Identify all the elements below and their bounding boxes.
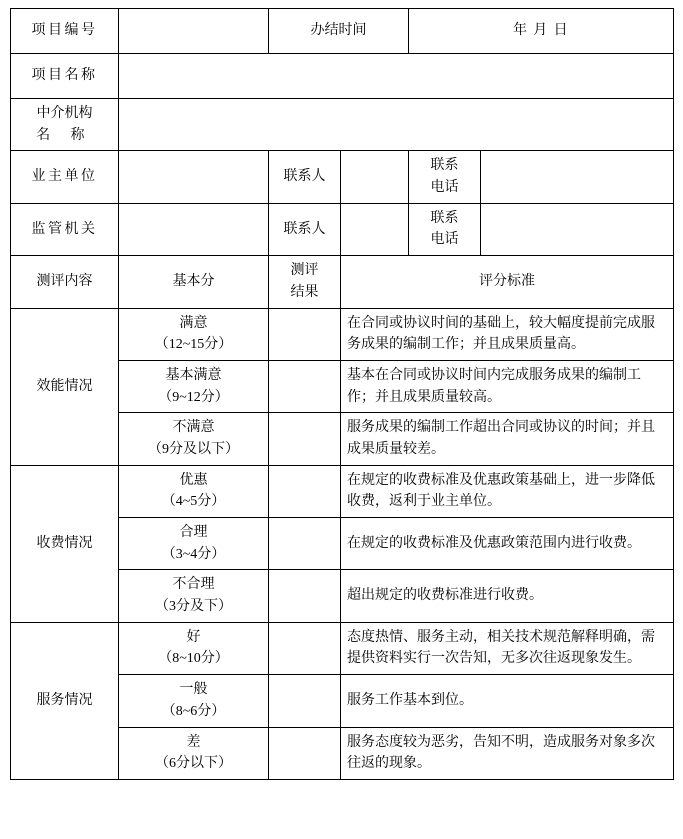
handle-time-label: 办结时间 — [269, 9, 409, 54]
supervisor-label: 监管机关 — [11, 203, 119, 255]
score-level: 优惠 — [179, 472, 208, 488]
supervisor-contact-phone-label-line2: 电话 — [430, 232, 459, 248]
criteria-text: 服务成果的编制工作超出合同或协议的时间；并且成果质量较差。 — [341, 413, 674, 465]
project-code-label: 项目编号 — [11, 9, 119, 54]
score-range: （9~12分） — [158, 389, 229, 405]
owner-unit-label: 业主单位 — [11, 151, 119, 203]
score-level-cell — [119, 675, 269, 727]
criteria-text: 在合同或协议时间的基础上，较大幅度提前完成服务成果的编制工作；并且成果质量高。 — [341, 308, 674, 360]
score-range: （12~15分） — [154, 337, 233, 353]
result-input[interactable] — [269, 360, 341, 412]
criteria-text: 在规定的收费标准及优惠政策基础上，进一步降低收费，返利于业主单位。 — [341, 465, 674, 517]
owner-contact-phone-label-line1: 联系 — [430, 158, 459, 174]
result-input[interactable] — [269, 727, 341, 779]
score-range: （4~5分） — [161, 494, 226, 510]
owner-contact-person-label: 联系人 — [269, 151, 341, 203]
score-level: 一般 — [179, 682, 208, 698]
result-input[interactable] — [269, 465, 341, 517]
table-row-scoring-header — [11, 256, 674, 308]
score-level: 满意 — [179, 315, 208, 331]
score-level-cell — [119, 570, 269, 622]
header-result-line1: 测评 — [290, 263, 319, 279]
criteria-text: 态度热情、服务主动，相关技术规范解释明确，需提供资料实行一次告知，无多次往返现象发生。 — [341, 622, 674, 674]
project-name-value[interactable] — [119, 54, 674, 99]
score-level-cell — [119, 465, 269, 517]
agency-name-label-line1: 中介机构 — [36, 106, 93, 121]
score-level-cell — [119, 360, 269, 412]
table-row-project-code — [11, 9, 674, 54]
score-level: 合理 — [179, 525, 208, 540]
owner-contact-person-value[interactable] — [341, 151, 409, 203]
score-level-cell — [119, 308, 269, 360]
score-range: （3分及下） — [155, 599, 232, 615]
owner-unit-value[interactable] — [119, 151, 269, 203]
criteria-text: 服务工作基本到位。 — [341, 675, 674, 727]
handle-time-date-value[interactable]: 年 月 日 — [409, 9, 674, 54]
score-level: 不满意 — [172, 420, 215, 436]
score-range: （6分以下） — [155, 756, 232, 772]
supervisor-contact-phone-label-line1: 联系 — [430, 210, 459, 226]
criteria-text: 基本在合同或协议时间内完成服务成果的编制工作；并且成果质量较高。 — [341, 360, 674, 412]
criteria-text: 服务态度较为恶劣，告知不明，造成服务对象多次往返的现象。 — [341, 727, 674, 779]
score-level: 好 — [186, 629, 201, 645]
header-criteria: 评分标准 — [341, 256, 674, 308]
supervisor-contact-person-label: 联系人 — [269, 203, 341, 255]
agency-name-label — [11, 99, 119, 151]
header-result-line2: 结果 — [290, 284, 319, 300]
score-level-cell — [119, 727, 269, 779]
score-level: 基本满意 — [165, 367, 222, 383]
section-label-service: 服务情况 — [11, 622, 119, 779]
score-level: 差 — [186, 734, 201, 750]
table-row-supervisor — [11, 203, 674, 255]
supervisor-contact-person-value[interactable] — [341, 203, 409, 255]
evaluation-form-table — [10, 8, 674, 780]
header-result — [269, 256, 341, 308]
project-name-label: 项目名称 — [11, 54, 119, 99]
score-level-cell — [119, 413, 269, 465]
section-label-efficiency: 效能情况 — [11, 308, 119, 465]
criteria-text: 超出规定的收费标准进行收费。 — [341, 570, 674, 622]
owner-contact-phone-label-line2: 电话 — [430, 180, 459, 196]
section-label-fees: 收费情况 — [11, 465, 119, 622]
result-input[interactable] — [269, 622, 341, 674]
table-row-agency-name — [11, 99, 674, 151]
supervisor-contact-phone-value[interactable] — [481, 203, 674, 255]
score-level-cell — [119, 518, 269, 570]
header-content: 测评内容 — [11, 256, 119, 308]
score-range: （3~4分） — [161, 546, 226, 562]
header-base-score: 基本分 — [119, 256, 269, 308]
score-level-cell — [119, 622, 269, 674]
table-row-owner-unit — [11, 151, 674, 203]
table-row-section-service-item-0 — [11, 622, 674, 674]
project-code-value[interactable] — [119, 9, 269, 54]
owner-contact-phone-label — [409, 151, 481, 203]
score-range: （8~6分） — [161, 703, 226, 719]
agency-name-label-line2: 名 称 — [36, 127, 93, 143]
table-row-project-name — [11, 54, 674, 99]
agency-name-value[interactable] — [119, 99, 674, 151]
result-input[interactable] — [269, 413, 341, 465]
criteria-text: 在规定的收费标准及优惠政策范围内进行收费。 — [341, 518, 674, 570]
table-row-section-efficiency-item-0 — [11, 308, 674, 360]
score-range: （8~10分） — [158, 651, 229, 667]
supervisor-contact-phone-label — [409, 203, 481, 255]
score-range: （9分及以下） — [148, 441, 239, 457]
score-level: 不合理 — [172, 577, 215, 593]
supervisor-value[interactable] — [119, 203, 269, 255]
result-input[interactable] — [269, 308, 341, 360]
table-row-section-fees-item-0 — [11, 465, 674, 517]
result-input[interactable] — [269, 570, 341, 622]
result-input[interactable] — [269, 675, 341, 727]
result-input[interactable] — [269, 518, 341, 570]
owner-contact-phone-value[interactable] — [481, 151, 674, 203]
